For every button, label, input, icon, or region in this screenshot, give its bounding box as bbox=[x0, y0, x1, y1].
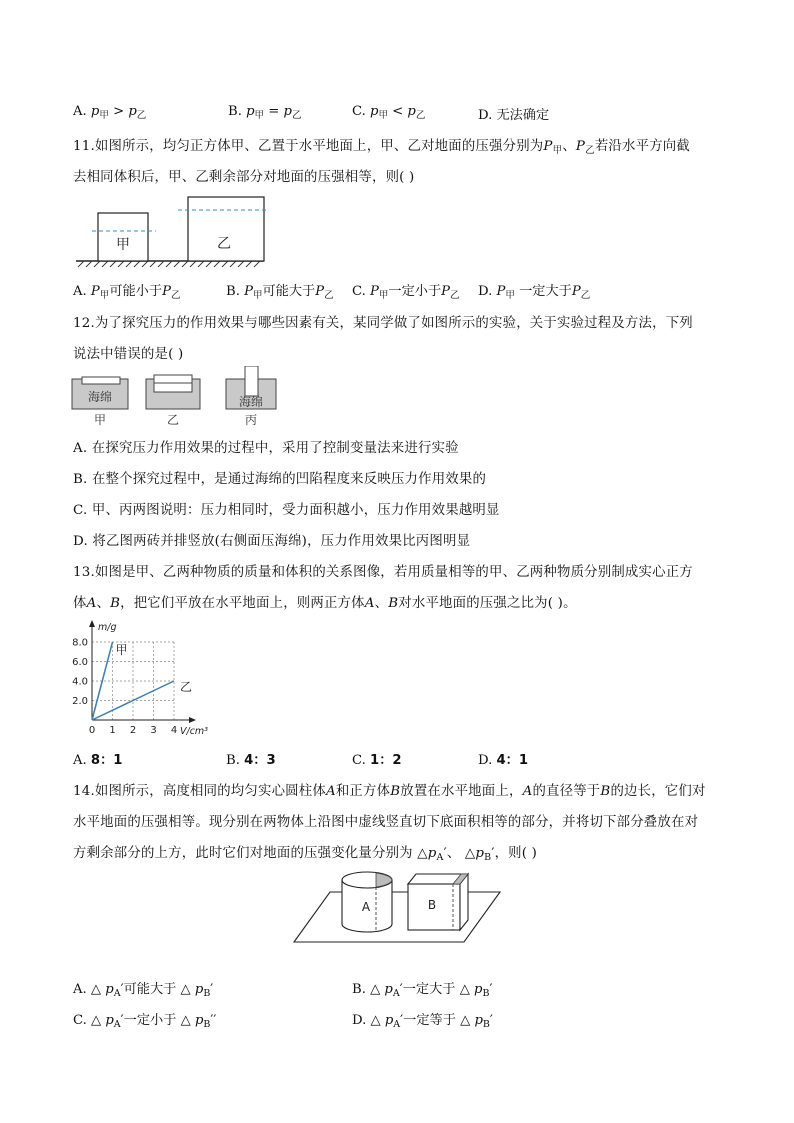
mass-volume-chart bbox=[68, 616, 228, 742]
q11-option-c: C. $P_甲$一定小于$P_乙$ bbox=[352, 284, 460, 301]
q11-figure bbox=[72, 193, 272, 269]
q10-option-b: B. $p_甲 = p_乙$ bbox=[228, 104, 302, 121]
y-tick-label: 6.0 bbox=[72, 657, 88, 668]
y-tick-label: 4.0 bbox=[72, 676, 88, 688]
q13-option-b: B. 4：3 bbox=[226, 753, 276, 768]
x-tick-label: 3 bbox=[150, 725, 157, 736]
fig-label-bing: 丙 bbox=[244, 413, 258, 427]
brick-upright bbox=[245, 366, 258, 396]
q12-figure bbox=[70, 366, 282, 428]
q13-stem-line2: 体A、B，把它们平放在水平地面上，则两正方体A、B对水平地面的压强之比为( )。 bbox=[73, 596, 577, 611]
q11-stem-line2: 去相同体积后，甲、乙剩余部分对地面的压强相等，则( ) bbox=[73, 170, 415, 185]
x-tick-label: 2 bbox=[129, 725, 137, 736]
chart-grid bbox=[92, 642, 174, 720]
cube-jia-label: 甲 bbox=[116, 237, 130, 253]
cube-yi-label: 乙 bbox=[217, 236, 231, 252]
cube-b-label: B bbox=[427, 898, 437, 912]
q12-stem-line1: 12.为了探究压力的作用效果与哪些因素有关，某同学做了如图所示的实验，关于实验过程及方法，下列 bbox=[73, 316, 693, 331]
q12-option-a: A. 在探究压力作用效果的过程中，采用了控制变量法来进行实验 bbox=[73, 441, 459, 456]
q12-stem-line2: 说法中错误的是( ) bbox=[73, 347, 184, 362]
q10-option-d: D. 无法确定 bbox=[478, 108, 550, 123]
q14-stem-line1: 14.如图所示，高度相同的均匀实心圆柱体A和正方体B放置在水平地面上，A的直径等于B的边长，它们对 bbox=[73, 784, 706, 799]
q11-option-b: B. $P_甲$可能大于$P_乙$ bbox=[226, 284, 334, 301]
q14-option-c: C. △ $p_A'$一定小于 △ $p_B''$ bbox=[73, 1013, 217, 1030]
q13-stem-line1: 13.如图是甲、乙两种物质的质量和体积的关系图像，若用质量相等的甲、乙两种物质分别制成实心正方 bbox=[73, 565, 693, 580]
cylinder-a-label: A bbox=[361, 900, 371, 914]
q14-option-d: D. △ $p_A'$一定等于 △ $p_B'$ bbox=[352, 1013, 493, 1030]
q10-option-a: A. $p_甲 > p_乙$ bbox=[73, 104, 147, 121]
x-tick-label: 4 bbox=[170, 725, 178, 736]
brick-bottom bbox=[154, 383, 192, 392]
y-axis-arrow bbox=[89, 620, 95, 627]
q11-stem-line1: 11.如图所示，均匀正方体甲、乙置于水平地面上，甲、乙对地面的压强分别为$P_甲$、$P_乙$若沿水平方向截 bbox=[73, 139, 690, 156]
q10-option-c: C. $p_甲 < p_乙$ bbox=[352, 104, 426, 121]
cylinder-a bbox=[342, 872, 392, 932]
x-axis-arrow bbox=[189, 717, 196, 723]
sponge-bing bbox=[226, 366, 276, 409]
q14-option-b: B. △ $p_A'$一定大于 △ $p_B'$ bbox=[352, 982, 493, 999]
sponge-yi bbox=[146, 375, 200, 409]
ground-hatching bbox=[78, 261, 260, 267]
q11-option-a: A. $P_甲$可能小于$P_乙$ bbox=[73, 284, 181, 301]
q14-stem-line3: 方剩余部分的上方，此时它们对地面的压强变化量分别为 $\triangle p_A'$、 $\triangle p_B'$，则( ) bbox=[73, 846, 538, 863]
q12-option-c: C. 甲、丙两图说明：压力相同时，受力面积越小，压力作用效果越明显 bbox=[73, 503, 500, 518]
q13-option-c: C. 1：2 bbox=[352, 753, 402, 768]
q13-option-d: D. 4：1 bbox=[478, 753, 529, 768]
x-tick-label: 1 bbox=[109, 725, 116, 736]
sponge-bing-label: 海绵 bbox=[238, 395, 264, 409]
q12-option-b: B. 在整个探究过程中，是通过海绵的凹陷程度来反映压力作用效果的 bbox=[73, 472, 487, 487]
brick-flat bbox=[82, 377, 120, 384]
y-tick-label: 2.0 bbox=[72, 696, 88, 707]
q13-option-a: A. 8：1 bbox=[73, 753, 123, 768]
sponge-jia bbox=[72, 377, 128, 409]
x-axis-label: V/cm³ bbox=[180, 726, 208, 737]
q12-option-d: D. 将乙图两砖并排竖放(右侧面压海绵)，压力作用效果比丙图明显 bbox=[73, 534, 471, 549]
series-label-jia: 甲 bbox=[115, 643, 128, 657]
x-tick-label: 0 bbox=[88, 725, 96, 736]
cube-b bbox=[408, 874, 468, 930]
q14-stem-line2: 水平地面的压强相等。现分别在两物体上沿图中虚线竖直切下底面积相等的部分，并将切下部分叠放在对 bbox=[73, 815, 699, 830]
y-tick-label: 8.0 bbox=[72, 637, 88, 649]
fig-label-yi: 乙 bbox=[166, 413, 180, 427]
q11-option-d: D. $P_甲$ 一定大于$P_乙$ bbox=[478, 284, 591, 301]
q14-figure bbox=[290, 866, 504, 946]
ground-plane bbox=[294, 892, 500, 942]
q14-option-a: A. △ $p_A'$可能大于 △ $p_B'$ bbox=[73, 982, 214, 999]
sponge-jia-label: 海绵 bbox=[87, 390, 113, 404]
series-label-yi: 乙 bbox=[180, 680, 193, 694]
brick-top bbox=[154, 375, 192, 383]
y-axis-label: m/g bbox=[98, 622, 117, 633]
fig-label-jia: 甲 bbox=[93, 413, 107, 427]
